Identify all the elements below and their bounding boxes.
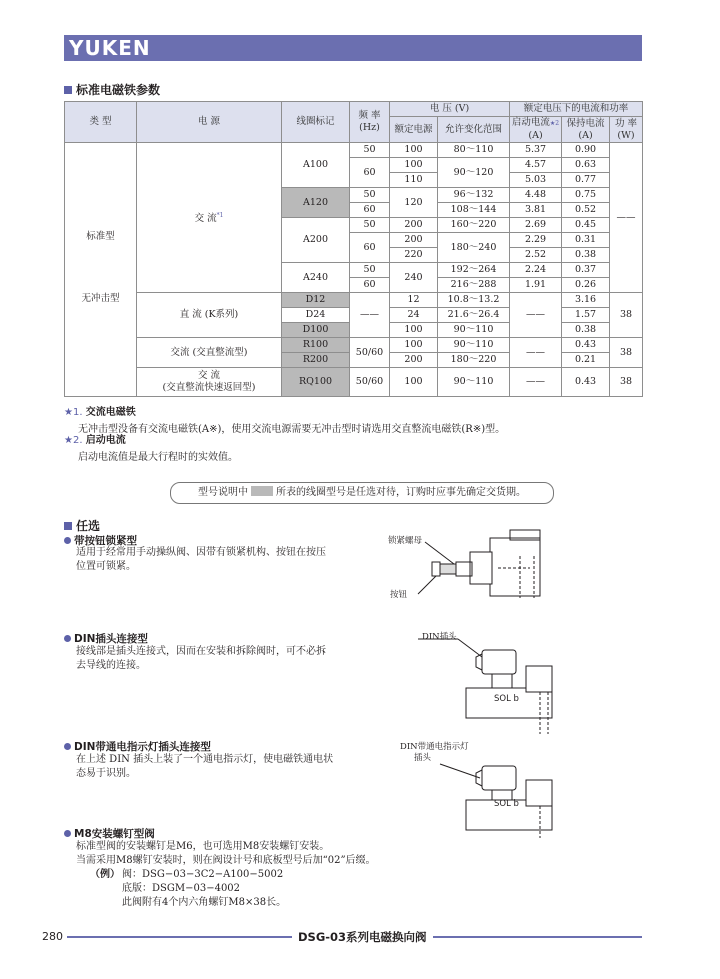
rated-cell: 100 (390, 368, 438, 397)
rated-cell: 24 (390, 308, 438, 323)
hold-cell: 0.52 (562, 203, 610, 218)
rated-cell: 100 (390, 323, 438, 338)
start-cell: 2.29 (510, 233, 562, 248)
power-cell: 38 (610, 368, 643, 397)
th-allowed-range: 允许变化范围 (438, 117, 510, 143)
hold-cell: 3.16 (562, 293, 610, 308)
option-2-body: 接线部是插头连接式，因而在安装和拆除阀时，可不必拆 去导线的连接。 (76, 646, 326, 671)
freq-cell: —— (350, 293, 390, 338)
type-noshock-cell: 无冲击型 (65, 293, 137, 397)
rated-cell: 100 (390, 338, 438, 353)
freq-cell: 50 (350, 263, 390, 278)
hold-cell: 0.38 (562, 323, 610, 338)
start-cell: 4.48 (510, 188, 562, 203)
dot-bullet-icon (64, 743, 71, 750)
example-lines: 阀：DSG−03−3C2−A100−5002 底版：DSGM−03−4002 此阀附有4个内六角螺钉M8×38长。 (122, 869, 287, 908)
note-2-title: ★2. 启动电流 (64, 435, 126, 446)
label-sol-b: SOL b (494, 799, 519, 809)
rated-cell: 200 (390, 353, 438, 368)
ac-source-cell: 交 流$^{*1}$ (137, 143, 282, 293)
hold-cell: 0.31 (562, 233, 610, 248)
rated-cell: 100 (390, 143, 438, 158)
range-cell: 90～110 (438, 323, 510, 338)
freq-cell: 60 (350, 158, 390, 188)
hold-cell: 0.43 (562, 338, 610, 353)
hold-cell: 0.77 (562, 173, 610, 188)
coil-cell: A200 (282, 218, 350, 263)
label-lock-nut: 锁紧螺母 (388, 536, 423, 546)
range-cell: 108～144 (438, 203, 510, 218)
freq-cell: 60 (350, 278, 390, 293)
coil-cell: RQ100 (282, 368, 350, 397)
th-frequency: 频 率 (Hz) (350, 102, 390, 143)
hold-cell: 0.90 (562, 143, 610, 158)
rated-cell: 220 (390, 248, 438, 263)
rated-cell: 120 (390, 188, 438, 218)
rated-cell: 240 (390, 263, 438, 293)
start-cell: —— (510, 293, 562, 338)
coil-cell: A120 (282, 188, 350, 218)
dc-source-cell: 直 流 (K系列) (137, 293, 282, 338)
rated-cell: 200 (390, 218, 438, 233)
option-1-title: 带按钮锁紧型 (64, 533, 137, 548)
th-type: 类 型 (65, 102, 137, 143)
hold-cell: 0.38 (562, 248, 610, 263)
dot-bullet-icon (64, 830, 71, 837)
range-cell: 90～110 (438, 368, 510, 397)
option-4-body: 标准型阀的安装螺钉是M6，也可选用M8安装螺钉安装。 当需采用M8螺钉安装时，则在阀设计号和底板型号后加“02”后缀。 (76, 841, 376, 866)
type-standard-cell: 标准型 (65, 143, 137, 293)
yuken-logo: YUKEN (69, 36, 151, 60)
th-power-source: 电 源 (137, 102, 282, 143)
start-cell: 5.03 (510, 173, 562, 188)
range-cell: 180～240 (438, 233, 510, 263)
freq-cell: 50 (350, 143, 390, 158)
freq-cell: 50/60 (350, 368, 390, 397)
coil-cell: D12 (282, 293, 350, 308)
start-cell: 4.57 (510, 158, 562, 173)
freq-cell: 50 (350, 188, 390, 203)
label-plug: 插头 (414, 753, 432, 763)
hold-cell: 1.57 (562, 308, 610, 323)
note-1-body: 无冲击型没备有交流电磁铁(A※)，使用交流电源需要无冲击型时请选用交直整流电磁铁(R※)型。 (78, 424, 506, 435)
start-cell: 2.69 (510, 218, 562, 233)
dot-bullet-icon (64, 635, 71, 642)
rect-source-cell: 交流 (交直整流型) (137, 338, 282, 368)
th-hold-current: 保持电流 (A) (562, 117, 610, 143)
th-coil: 线圈标记 (282, 102, 350, 143)
hold-cell: 0.75 (562, 188, 610, 203)
freq-cell: 60 (350, 233, 390, 263)
coil-cell: A100 (282, 143, 350, 188)
power-cell: —— (610, 143, 643, 293)
freq-cell: 60 (350, 203, 390, 218)
rated-cell: 200 (390, 233, 438, 248)
coil-cell: R100 (282, 338, 350, 353)
start-cell: —— (510, 338, 562, 368)
option-1-body: 适用于经常用手动操纵阀、因带有锁紧机构、按钮在按压 位置可锁紧。 (76, 547, 326, 572)
hold-cell: 0.21 (562, 353, 610, 368)
coil-cell: A240 (282, 263, 350, 293)
range-cell: 10.8～13.2 (438, 293, 510, 308)
din-connector-figure (418, 630, 568, 734)
coil-cell: D24 (282, 308, 350, 323)
start-cell: 2.52 (510, 248, 562, 263)
page-number: 280 (38, 930, 67, 943)
th-voltage-group: 电 压 (V) (390, 102, 510, 117)
note-1-title: ★1. 交流电磁铁 (64, 407, 136, 418)
start-cell: —— (510, 368, 562, 397)
coil-cell: D100 (282, 323, 350, 338)
th-current-group: 额定电压下的电流和功率 (510, 102, 643, 117)
start-cell: 1.91 (510, 278, 562, 293)
hold-cell: 0.26 (562, 278, 610, 293)
option-2-title: DIN插头连接型 (64, 631, 148, 646)
range-cell: 216～288 (438, 278, 510, 293)
start-cell: 2.24 (510, 263, 562, 278)
footer-title: DSG-03系列电磁换向阀 (292, 929, 433, 945)
square-bullet-icon (64, 522, 72, 530)
hold-cell: 0.63 (562, 158, 610, 173)
label-sol-b: SOL b (494, 694, 519, 704)
note-2-body: 启动电流值是最大行程时的实效值。 (78, 452, 238, 463)
start-cell: 5.37 (510, 143, 562, 158)
example-label: （例） (90, 869, 120, 880)
freq-cell: 50/60 (350, 338, 390, 368)
power-cell: 38 (610, 338, 643, 368)
gray-swatch (251, 486, 273, 496)
spec-table (64, 101, 643, 397)
coil-cell: R200 (282, 353, 350, 368)
model-note-callout: 型号说明中 所表的线圈型号是任选对待，订购时应事先确定交货期。 (170, 482, 554, 504)
th-start-current: 启动电流★2 (A) (510, 117, 562, 143)
range-cell: 90～120 (438, 158, 510, 188)
range-cell: 180～220 (438, 353, 510, 368)
label-din-lamp: DIN带通电指示灯 (400, 742, 469, 752)
range-cell: 192～264 (438, 263, 510, 278)
section-title-options: 任选 (64, 517, 100, 534)
label-din-plug: DIN插头 (422, 632, 457, 642)
option-3-body: 在上述 DIN 插头上装了一个通电指示灯，使电磁铁通电状 态易于识别。 (76, 754, 334, 779)
rated-cell: 100 (390, 158, 438, 173)
option-4-title: M8安装螺钉型阀 (64, 826, 155, 841)
freq-cell: 50 (350, 218, 390, 233)
range-cell: 90～110 (438, 338, 510, 353)
range-cell: 21.6～26.4 (438, 308, 510, 323)
label-button: 按钮 (390, 590, 408, 600)
option-3-title: DIN带通电指示灯插头连接型 (64, 739, 211, 754)
start-cell: 3.81 (510, 203, 562, 218)
range-cell: 160～220 (438, 218, 510, 233)
hold-cell: 0.43 (562, 368, 610, 397)
range-cell: 80～110 (438, 143, 510, 158)
section-title-standard: 标准电磁铁参数 (64, 81, 160, 98)
rated-cell: 12 (390, 293, 438, 308)
power-cell: 38 (610, 293, 643, 338)
square-bullet-icon (64, 86, 72, 94)
rated-cell: 110 (390, 173, 438, 188)
range-cell: 96～132 (438, 188, 510, 203)
hold-cell: 0.45 (562, 218, 610, 233)
rect-fast-source-cell: 交 流 (交直整流快速返回型) (137, 368, 282, 397)
hold-cell: 0.37 (562, 263, 610, 278)
th-power: 功 率 (W) (610, 117, 643, 143)
dot-bullet-icon (64, 537, 71, 544)
th-rated-voltage: 额定电源 (390, 117, 438, 143)
